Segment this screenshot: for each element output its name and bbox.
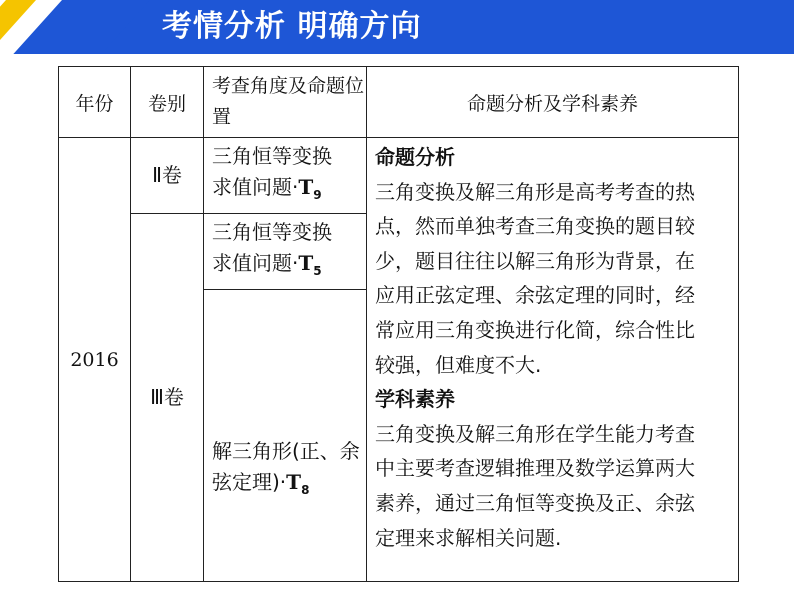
analysis-line: 点，然而单独考查三角变换的题目较: [375, 214, 695, 239]
literacy-line: 素养，通过三角恒等变换及正、余弦: [375, 490, 695, 515]
topic-line: [212, 467, 366, 506]
table-row: [59, 138, 739, 214]
header-topic: 考查角度及命题位置: [204, 67, 367, 138]
literacy-line: 三角变换及解三角形在学生能力考查: [375, 421, 695, 446]
literacy-line: 定理来求解相关问题.: [375, 525, 562, 550]
analysis-cell: [367, 138, 739, 582]
question-number: 9: [313, 187, 322, 202]
topic-line: [212, 248, 366, 287]
topic-cell-t9: [204, 138, 367, 214]
topic-line: 解三角形(正、余: [212, 438, 360, 463]
header-year: 年份: [59, 67, 131, 138]
analysis-heading: 命题分析: [375, 145, 455, 169]
analysis-line: 三角变换及解三角形是高考考查的热: [375, 179, 695, 204]
topic-text: 弦定理)·: [212, 469, 287, 494]
literacy-line: 中主要考查逻辑推理及数学运算两大: [375, 456, 695, 481]
analysis-line: 应用正弦定理、余弦定理的同时，经: [375, 283, 695, 308]
question-tag: T: [298, 250, 314, 275]
topic-cell-t8: [204, 290, 367, 582]
topic-cell-t5: [204, 214, 367, 290]
question-tag: T: [286, 469, 302, 494]
topic-text: 求值问题·: [212, 250, 299, 275]
year-cell: 2016: [59, 138, 131, 582]
analysis-line: 常应用三角变换进行化简，综合性比: [375, 317, 695, 342]
topic-line: 三角恒等变换: [212, 143, 332, 168]
banner-title: 考情分析 明确方向: [162, 9, 422, 44]
topic-line: [212, 172, 366, 211]
analysis-line: 少，题目往往以解三角形为背景，在: [375, 248, 695, 273]
paper-cell-3: Ⅲ卷: [131, 214, 204, 582]
analysis-line: 较强，但难度不大.: [375, 352, 542, 377]
header-analysis: 命题分析及学科素养: [367, 67, 739, 138]
literacy-heading: 学科素养: [375, 387, 455, 412]
question-number: 5: [313, 263, 322, 278]
table-header-row: [59, 67, 739, 138]
section-banner: [0, 0, 794, 54]
header-paper: 卷别: [131, 67, 204, 138]
question-number: 8: [301, 482, 310, 497]
topic-line: 三角恒等变换: [212, 219, 332, 244]
exam-analysis-table: [58, 66, 739, 582]
question-tag: T: [298, 174, 314, 199]
topic-text: 求值问题·: [212, 174, 299, 199]
paper-cell-2: Ⅱ卷: [131, 138, 204, 214]
